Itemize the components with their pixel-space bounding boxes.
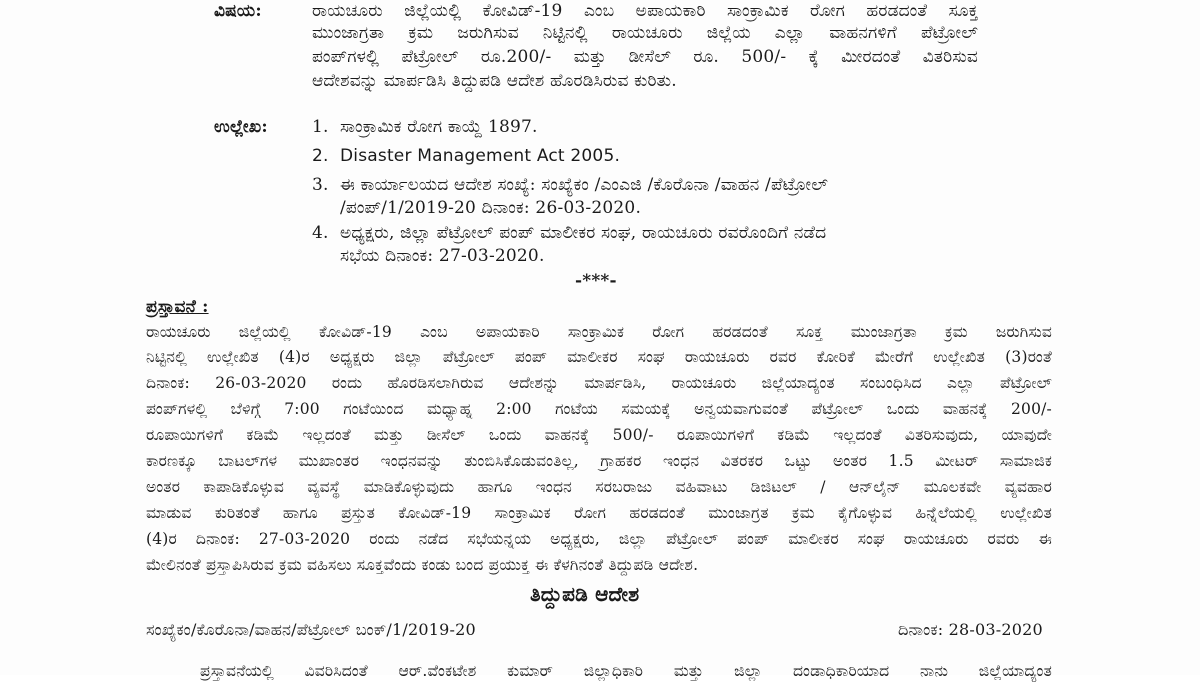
separator: -***- [575, 271, 617, 291]
preamble-line: ರಾಯಚೂರು ಜಿಲ್ಲೆಯಲ್ಲಿ ಕೋವಿಡ್-19 ಎಂಬ ಅಪಾಯಕಾರಿ ಸಾಂಕ್ರಾಮಿಕ ರೋಗ ಹರಡದಂತೆ ಸೂಕ್ತ ಮುಂಜಾಗ್ರತಾ ಕ್ರಮ ಜರುಗಿಸುವ [146, 323, 1052, 341]
references-label: ಉಲ್ಲೇಖ: [214, 117, 268, 137]
reference-text-continued: ಸಭೆಯ ದಿನಾಂಕ: 27-03-2020. [340, 246, 545, 266]
reference-item [312, 174, 978, 196]
reference-text: ಈ ಕಾರ್ಯಾಲಯದ ಆದೇಶ ಸಂಖ್ಯೆ: ಸಂಖ್ಯೆಕಂ /ಎಂಎಜಿ /ಕೊರೊನಾ /ವಾಹನ /ಪೆಟ್ರೋಲ್ [340, 175, 828, 195]
preamble-line: (4)ರ ದಿನಾಂಕ: 27-03-2020 ರಂದು ನಡೆದ ಸಭೆಯನ್ನಯ ಅಧ್ಯಕ್ಷರು, ಜಿಲ್ಲಾ ಪೆಟ್ರೋಲ್ ಪಂಪ್ ಮಾಲೀಕರ ಸಂಘ ರಾಯಚೂರು ರವರು ಈ [146, 530, 1052, 548]
reference-number: 4. [312, 223, 329, 243]
reference-text: ಅಧ್ಯಕ್ಷರು, ಜಿಲ್ಲಾ ಪೆಟ್ರೋಲ್ ಪಂಪ್ ಮಾಲೀಕರ ಸಂಘ, ರಾಯಚೂರು ರವರೊಂದಿಗೆ ನಡೆದ [340, 223, 827, 243]
reference-number: 1. [312, 117, 329, 137]
reference-number: 2. [312, 146, 329, 166]
reference-item [312, 116, 538, 138]
reference-text: ಸಾಂಕ್ರಾಮಿಕ ರೋಗ ಕಾಯ್ದೆ 1897. [340, 117, 538, 137]
subject-line: ಮುಂಜಾಗ್ರತಾ ಕ್ರಮ ಜರುಗಿಸುವ ನಿಟ್ಟಿನಲ್ಲಿ ರಾಯಚೂರು ಜಿಲ್ಲೆಯ ಎಲ್ಲಾ ವಾಹನಗಳಿಗೆ ಪೆಟ್ರೋಲ್ [312, 23, 978, 43]
reference-text-continued: /ಪಂಪ್/1/2019-20 ದಿನಾಂಕ: 26-03-2020. [340, 198, 642, 218]
order-heading: ತಿದ್ದುಪಡಿ ಆದೇಶ [530, 582, 640, 606]
subject-line: ರಾಯಚೂರು ಜಿಲ್ಲೆಯಲ್ಲಿ ಕೋವಿಡ್-19 ಎಂಬ ಅಪಾಯಕಾರಿ ಸಾಂಕ್ರಾಮಿಕ ರೋಗ ಹರಡದಂತೆ ಸೂಕ್ತ [312, 1, 978, 21]
subject-line: ಪಂಪ್‌ಗಳಲ್ಲಿ ಪೆಟ್ರೋಲ್ ರೂ.200/- ಮತ್ತು ಡೀಸೆಲ್ ರೂ. 500/- ಕ್ಕೆ ಮೀರದಂತೆ ವಿತರಿಸುವ [312, 47, 978, 67]
preamble-label: ಪ್ರಸ್ತಾವನೆ : [146, 297, 209, 317]
preamble-line: ದಿನಾಂಕ: 26-03-2020 ರಂದು ಹೊರಡಿಸಲಾಗಿರುವ ಆದೇಶನ್ನು ಮಾರ್ಪಡಿಸಿ, ರಾಯಚೂರು ಜಿಲ್ಲೆಯಾದ್ಯಂತ ಸಂಬಂಧಿಸಿದ ಎಲ್ಲಾ ಪೆಟ್ರೋಲ್ [146, 374, 1052, 392]
reference-item [312, 145, 620, 167]
reference-number: 3. [312, 175, 329, 195]
order-date: ದಿನಾಂಕ: 28-03-2020 [898, 620, 1043, 639]
preamble-line: ಮಾಡುವ ಕುರಿತಂತೆ ಹಾಗೂ ಪ್ರಸ್ತುತ ಕೋವಿಡ್-19 ಸಾಂಕ್ರಾಮಿಕ ರೋಗ ಹರಡದಂತೆ ಮುಂಜಾಗ್ರತ ಕ್ರಮ ಕೈಗೊಳ್ಳುವ ಹಿನ್ನೆಲೆಯಲ್ಲಿ ಉಲ್ಲೇಖಿತ [146, 504, 1052, 522]
preamble-line: ಪಂಪ್‌ಗಳಲ್ಲಿ ಬೆಳಿಗ್ಗೆ 7:00 ಗಂಟೆಯಿಂದ ಮಧ್ಯಾಹ್ನ 2:00 ಗಂಟೆಯ ಸಮಯಕ್ಕೆ ಅನ್ವಯವಾಗುವಂತೆ ಪೆಟ್ರೋಲ್ ಒಂದು ವಾಹನಕ್ಕೆ 200/- [146, 400, 1052, 418]
subject-line: ಆದೇಶವನ್ನು ಮಾರ್ಪಡಿಸಿ ತಿದ್ದುಪಡಿ ಆದೇಶ ಹೊರಡಿಸಿರುವ ಕುರಿತು. [312, 71, 677, 91]
order-body-line: ಪ್ರಸ್ತಾವನೆಯಲ್ಲಿ ವಿವರಿಸಿದಂತೆ ಆರ್.ವೆಂಕಟೇಶ ಕುಮಾರ್ ಜಿಲ್ಲಾಧಿಕಾರಿ ಮತ್ತು ಜಿಲ್ಲಾ ದಂಡಾಧಿಕಾರಿಯಾದ ನಾನು ಜಿಲ್ಲೆಯಾದ್ಯಂತ [200, 662, 1052, 680]
preamble-line: ಅಂತರ ಕಾಪಾಡಿಕೊಳ್ಳುವ ವ್ಯವಸ್ಥೆ ಮಾಡಿಕೊಳ್ಳುವುದು ಹಾಗೂ ಇಂಧನ ಸರಬರಾಜು ವಹಿವಾಟು ಡಿಜಿಟಲ್ / ಆನ್‌ಲೈನ್ ಮೂಲಕವೇ ವ್ಯವಹಾರ [146, 478, 1052, 496]
preamble-line: ರೂಪಾಯಿಗಳಿಗೆ ಕಡಿಮೆ ಇಲ್ಲದಂತೆ ಮತ್ತು ಡೀಸೆಲ್ ಒಂದು ವಾಹನಕ್ಕೆ 500/- ರೂಪಾಯಿಗಳಿಗೆ ಕಡಿಮೆ ಇಲ್ಲದಂತೆ ವಿತರಿಸುವುದು, ಯಾವುದೇ [146, 426, 1052, 444]
reference-text: Disaster Management Act 2005. [340, 146, 621, 166]
reference-item [312, 222, 978, 244]
preamble-line: ಕಾರಣಕ್ಕೂ ಬಾಟಲ್‌ಗಳ ಮುಖಾಂತರ ಇಂಧನವನ್ನು ತುಂಬಿಸಿಕೊಡುವಂತಿಲ್ಲ, ಗ್ರಾಹಕರ ಇಂಧನ ವಿತರಕರ ಒಟ್ಟು ಅಂತರ 1.5 ಮೀಟರ್ ಸಾಮಾಜಿಕ [146, 452, 1052, 470]
preamble-line: ಮೇಲಿನಂತೆ ಪ್ರಸ್ತಾಪಿಸಿರುವ ಕ್ರಮ ವಹಿಸಲು ಸೂಕ್ತವೆಂದು ಕಂಡು ಬಂದ ಪ್ರಯುಕ್ತ ಈ ಕೆಳಗಿನಂತೆ ತಿದ್ದುಪಡಿ ಆದೇಶ. [146, 556, 699, 574]
subject-label: ವಿಷಯ: [214, 1, 262, 21]
order-number: ಸಂಖ್ಯೆಕಂ/ಕೊರೊನಾ/ವಾಹನ/ಪೆಟ್ರೋಲ್ ಬಂಕ್/1/2019-20 [146, 620, 476, 639]
preamble-line: ನಿಟ್ಟಿನಲ್ಲಿ ಉಲ್ಲೇಖಿತ (4)ರ ಅಧ್ಯಕ್ಷರು ಜಿಲ್ಲಾ ಪೆಟ್ರೋಲ್ ಪಂಪ್ ಮಾಲೀಕರ ಸಂಘ ರಾಯಚೂರು ರವರ ಕೋರಿಕೆ ಮೇರೆಗೆ ಉಲ್ಲೇಖಿತ (3)ರಂತೆ [146, 348, 1052, 366]
